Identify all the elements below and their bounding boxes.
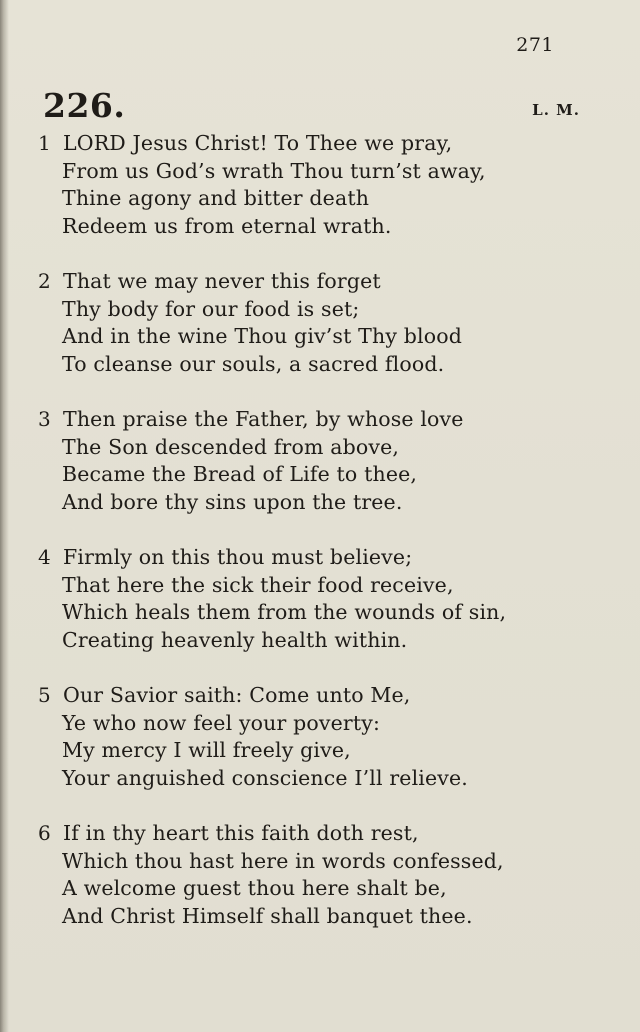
stanza-number: 1 — [38, 131, 51, 155]
stanza-line: The Son descended from above, — [62, 434, 400, 459]
stanza-number: 4 — [38, 545, 51, 569]
stanza-line: Became the Bread of Life to thee, — [62, 462, 418, 486]
stanza-line: Creating heavenly health within. — [62, 627, 408, 652]
stanza-2 — [0, 268, 640, 378]
stanza-number: 5 — [38, 683, 51, 707]
stanza-line: Which heals them from the wounds of sin, — [62, 600, 507, 624]
hymn-number: 226. — [43, 86, 126, 125]
stanza-line: Your anguished conscience I’ll relieve. — [62, 765, 468, 790]
stanza-line: From us God’s wrath Thou turn’st away, — [62, 158, 486, 183]
stanza-line: That we may never this forget — [63, 269, 381, 293]
stanza-line: Then praise the Father, by whose love — [63, 407, 464, 431]
stanza-line: Which thou hast here in words confessed, — [62, 848, 504, 873]
stanza-line: To cleanse our souls, a sacred flood. — [62, 351, 445, 376]
hymn-stanzas — [0, 130, 640, 958]
stanza-3 — [0, 406, 640, 516]
stanza-line: Redeem us from eternal wrath. — [62, 213, 392, 238]
stanza-4 — [0, 544, 640, 654]
stanza-line: And in the wine Thou giv’st Thy blood — [62, 324, 462, 348]
stanza-number: 3 — [38, 407, 51, 431]
stanza-line: My mercy I will freely give, — [62, 738, 351, 762]
stanza-number: 2 — [38, 269, 51, 293]
hymn-meter: L. M. — [532, 101, 580, 119]
stanza-line: A welcome guest thou here shalt be, — [62, 876, 447, 900]
page-number: 271 — [516, 34, 554, 56]
stanza-line: LORD Jesus Christ! To Thee we pray, — [63, 131, 453, 155]
stanza-6 — [0, 820, 640, 930]
stanza-line: And Christ Himself shall banquet thee. — [62, 903, 473, 928]
stanza-line: Ye who now feel your poverty: — [62, 710, 381, 735]
stanza-line: If in thy heart this faith doth rest, — [63, 821, 419, 845]
stanza-line: Thine agony and bitter death — [62, 186, 370, 210]
stanza-line: Our Savior saith: Come unto Me, — [63, 683, 411, 707]
stanza-line: Firmly on this thou must believe; — [63, 545, 413, 569]
stanza-5 — [0, 682, 640, 792]
stanza-line: And bore thy sins upon the tree. — [62, 489, 403, 514]
stanza-1 — [0, 130, 640, 240]
stanza-line: Thy body for our food is set; — [62, 296, 360, 321]
stanza-number: 6 — [38, 821, 51, 845]
stanza-line: That here the sick their food receive, — [62, 572, 454, 597]
